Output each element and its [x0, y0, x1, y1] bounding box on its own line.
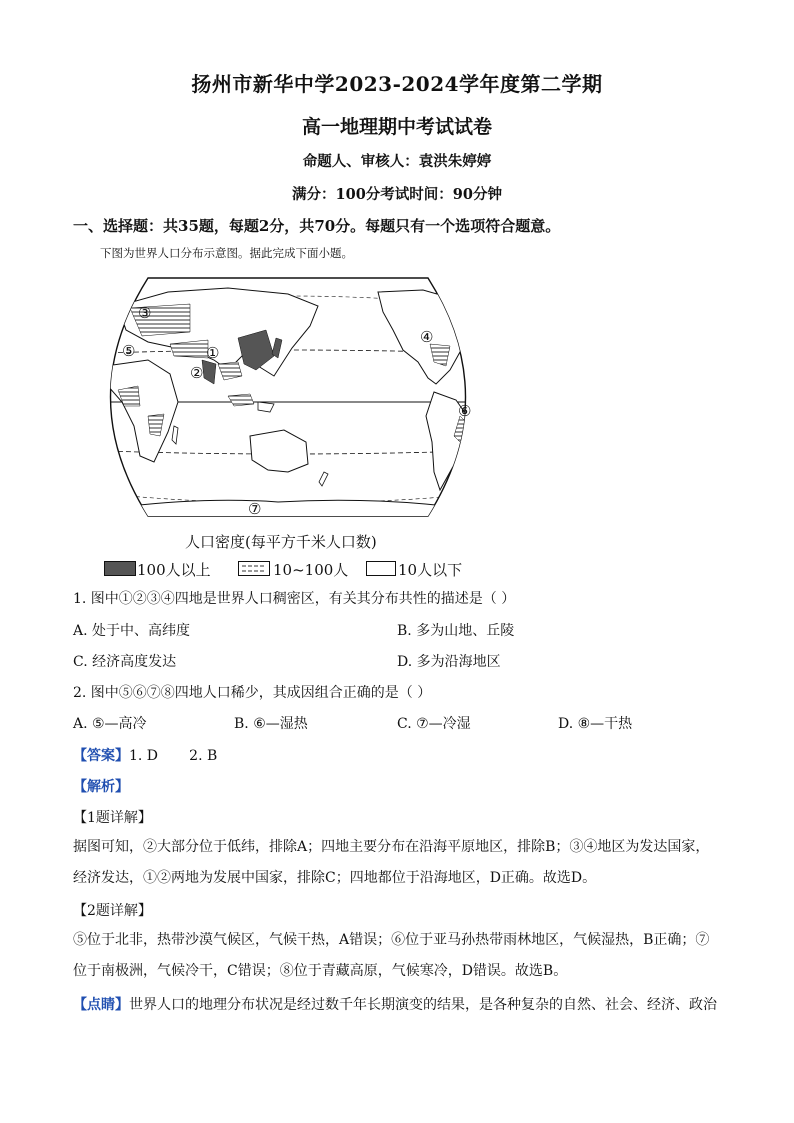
detail-1-line-2: 经济发达，①②两地为发展中国家，排除C；四地都位于沿海地区，D正确。故选D。 [73, 870, 597, 886]
world-population-map [78, 266, 498, 528]
map-marker-2: ② [190, 364, 204, 382]
analysis-label: 【解析】 [73, 779, 129, 795]
tip-label: 【点睛】 [73, 997, 129, 1013]
question-2-option-a: A. ⑤—高冷 [73, 716, 147, 732]
land-antarctica [98, 500, 478, 528]
question-2-option-c: C. ⑦—冷湿 [397, 716, 471, 732]
exam-subtitle: 高一地理期中考试试卷 [301, 116, 492, 138]
tip-text: 世界人口的地理分布状况是经过数千年长期演变的结果，是各种复杂的自然、社会、经济、政治 [129, 997, 717, 1013]
question-2-stem: 2. 图中⑤⑥⑦⑧四地人口稀少，其成因组合正确的是（ ） [73, 685, 432, 701]
question-1-option-d: D. 多为沿海地区 [397, 654, 501, 670]
answer-line [73, 745, 217, 765]
question-1-option-c: C. 经济高度发达 [73, 654, 177, 670]
section-heading: 一、选择题：共35题，每题2分，共70分。每题只有一个选项符合题意。 [73, 217, 561, 235]
detail-1-line-1: 据图可知，②大部分位于低纬，排除A；四地主要分布在沿海平原地区，排除B；③④地区为发达国家， [73, 839, 710, 855]
map-marker-1: ① [206, 344, 220, 362]
detail-2-line-1: ⑤位于北非，热带沙漠气候区，气候干热，A错误；⑥位于亚马孙热带雨林地区，气候湿热，B正确；⑦ [73, 932, 710, 948]
detail-1-label: 【1题详解】 [73, 810, 152, 826]
question-2-option-d: D. ⑧—干热 [558, 716, 633, 732]
legend-swatch-medium [238, 561, 270, 576]
map-marker-4: ④ [420, 328, 434, 346]
question-1-option-b: B. 多为山地、丘陵 [397, 623, 515, 639]
answer-text: 1. D 2. B [129, 748, 218, 764]
legend-label-medium: 10~100人 [273, 561, 349, 579]
legend-swatch-dense [104, 561, 136, 576]
question-2-option-b: B. ⑥—湿热 [234, 716, 308, 732]
exam-title: 扬州市新华中学2023-2024学年度第二学期 [191, 72, 603, 96]
legend-label-sparse: 10人以下 [398, 561, 463, 579]
map-marker-5: ⑤ [122, 342, 136, 360]
question-1-option-a: A. 处于中、高纬度 [73, 623, 191, 639]
detail-1-body [73, 832, 723, 894]
detail-2-body [73, 925, 723, 987]
map-marker-7: ⑦ [248, 500, 262, 518]
detail-2-label: 【2题详解】 [73, 903, 152, 919]
question-1-stem: 1. 图中①②③④四地是世界人口稠密区，有关其分布共性的描述是（ ） [73, 591, 516, 607]
detail-2-line-2: 位于南极洲，气候冷干，C错误；⑧位于青藏高原，气候寒冷，D错误。故选B。 [73, 963, 568, 979]
map-marker-3: ③ [138, 304, 152, 322]
legend-swatch-sparse [366, 561, 396, 576]
tip-line [73, 994, 723, 1014]
legend-label-dense: 100人以上 [137, 561, 211, 579]
map-legend-title: 人口密度(每平方千米人口数) [185, 533, 377, 551]
answer-label: 【答案】 [73, 748, 129, 764]
section-intro: 下图为世界人口分布示意图。据此完成下面小题。 [100, 246, 353, 260]
exam-score-time: 满分：100分考试时间：90分钟 [292, 186, 502, 203]
map-marker-6: ⑥ [458, 402, 472, 420]
exam-authors: 命题人、审核人：袁洪朱婷婷 [302, 153, 492, 170]
